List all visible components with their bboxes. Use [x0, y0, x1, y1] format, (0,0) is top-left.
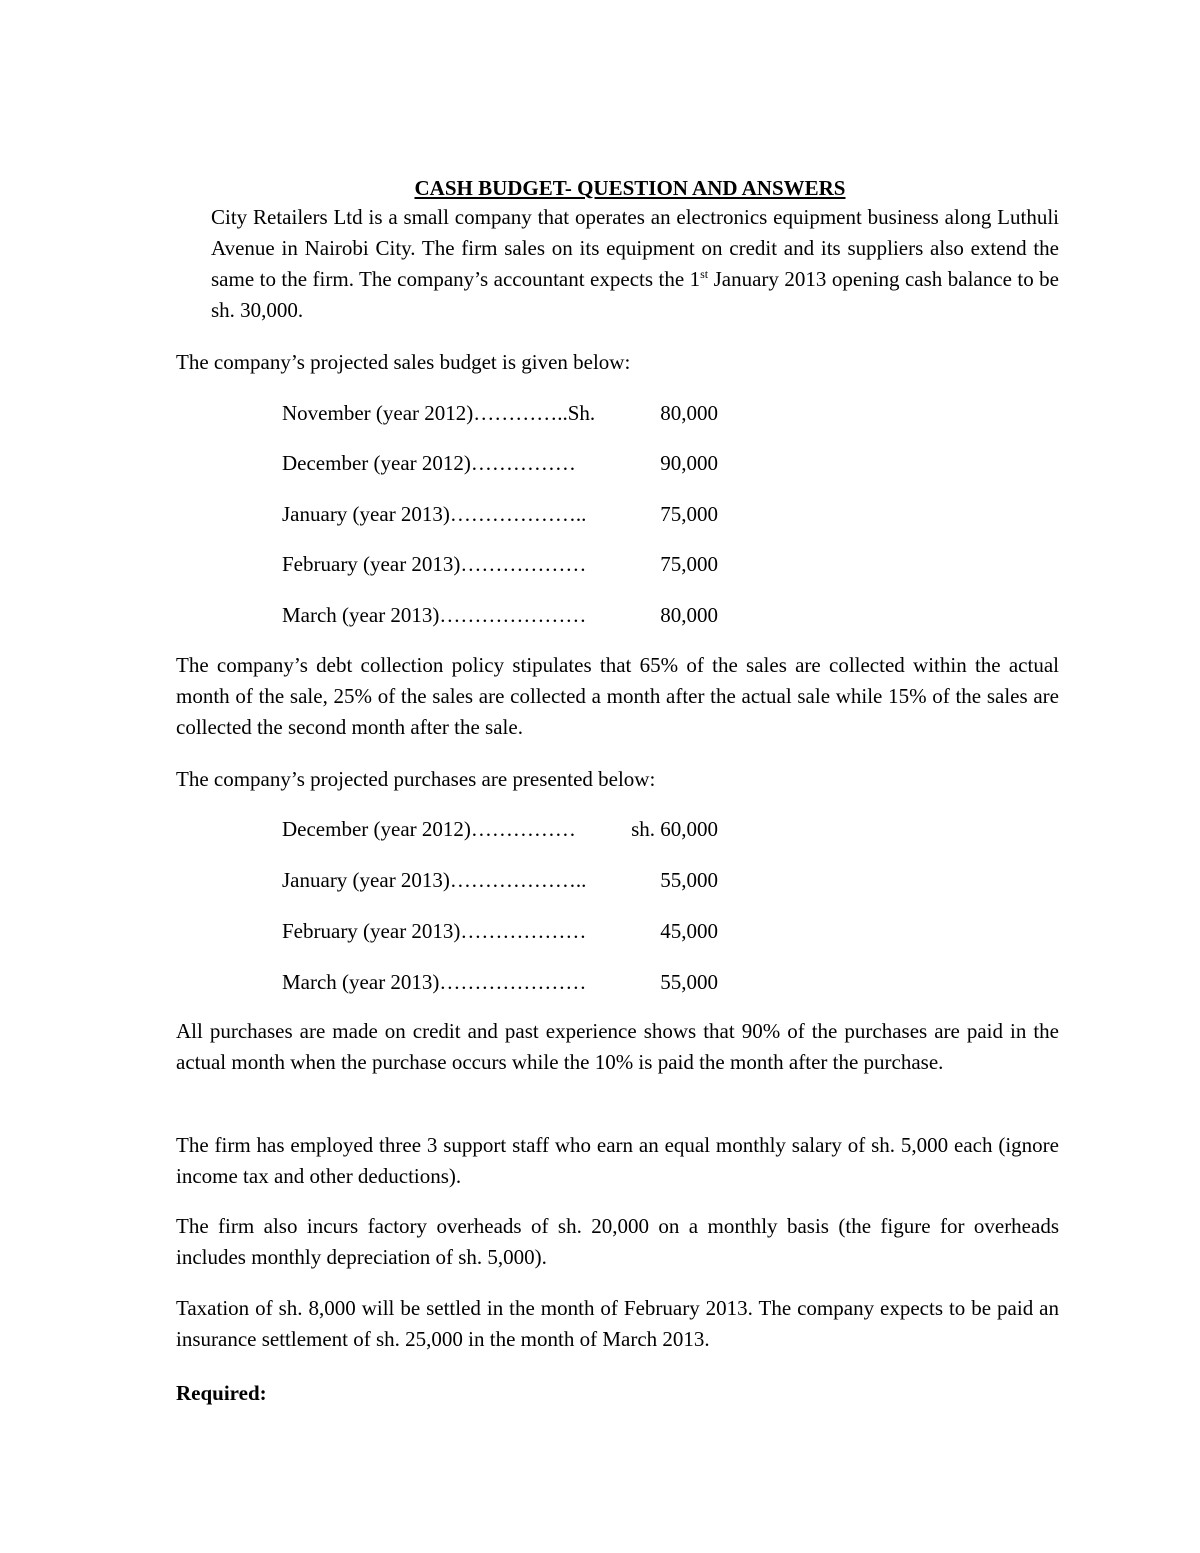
overheads-paragraph: The firm also incurs factory overheads of sh. 20,000 on a monthly basis (the figure for overheads includes monthly depreciation of sh. 5,000).: [176, 1214, 1059, 1269]
sales-month: November (year 2012)…………..Sh.: [282, 401, 596, 425]
sales-amount: 75,000: [660, 552, 718, 576]
purchase-amount: 55,000: [660, 868, 718, 892]
sales-month: December (year 2012)……………: [282, 451, 576, 475]
document-title: CASH BUDGET- QUESTION AND ANSWERS: [414, 176, 846, 200]
required-heading: Required:: [176, 1381, 267, 1405]
sales-amount: 80,000: [660, 401, 718, 425]
purchases-policy-paragraph: All purchases are made on credit and past experience shows that 90% of the purchases are paid in the actual month when the purchase occurs while the 10% is paid the month after the purchase.: [176, 1019, 1059, 1074]
purchases-heading: The company’s projected purchases are presented below:: [176, 767, 656, 791]
sales-month: March (year 2013)…………………: [282, 603, 587, 627]
purchase-month: December (year 2012)……………: [282, 817, 576, 841]
intro-text: City Retailers Ltd is a small company that operates an electronics equipment business along Luthuli Avenue in Nairobi City. The firm sales on its equipment on credit and its suppliers also extend the same to the firm. The company’s accountant expects the 1: [211, 205, 1059, 291]
purchase-month: February (year 2013)………………: [282, 919, 587, 943]
sales-month: January (year 2013)………………..: [282, 502, 587, 526]
purchase-amount: sh. 60,000: [631, 817, 718, 841]
taxation-paragraph: Taxation of sh. 8,000 will be settled in the month of February 2013. The company expects to be paid an insurance settlement of sh. 25,000 in the month of March 2013.: [176, 1296, 1059, 1351]
purchase-month: March (year 2013)…………………: [282, 970, 587, 994]
staff-paragraph: The firm has employed three 3 support staff who earn an equal monthly salary of sh. 5,000 each (ignore income tax and other deductions).: [176, 1133, 1059, 1188]
sales-heading: The company’s projected sales budget is given below:: [176, 350, 631, 374]
sales-amount: 90,000: [660, 451, 718, 475]
sales-amount: 75,000: [660, 502, 718, 526]
purchase-month: January (year 2013)………………..: [282, 868, 587, 892]
intro-paragraph: [211, 202, 1059, 326]
sales-month: February (year 2013)………………: [282, 552, 587, 576]
purchase-amount: 55,000: [660, 970, 718, 994]
purchase-amount: 45,000: [660, 919, 718, 943]
sales-amount: 80,000: [660, 603, 718, 627]
debt-policy-paragraph: The company’s debt collection policy stipulates that 65% of the sales are collected within the actual month of the sale, 25% of the sales are collected a month after the actual sale while 15% of the sales are collected the second month after the sale.: [176, 653, 1059, 739]
intro-text-end: January 2013 opening cash balance to be sh. 30,000.: [211, 267, 1059, 322]
intro-superscript: st: [700, 267, 709, 281]
